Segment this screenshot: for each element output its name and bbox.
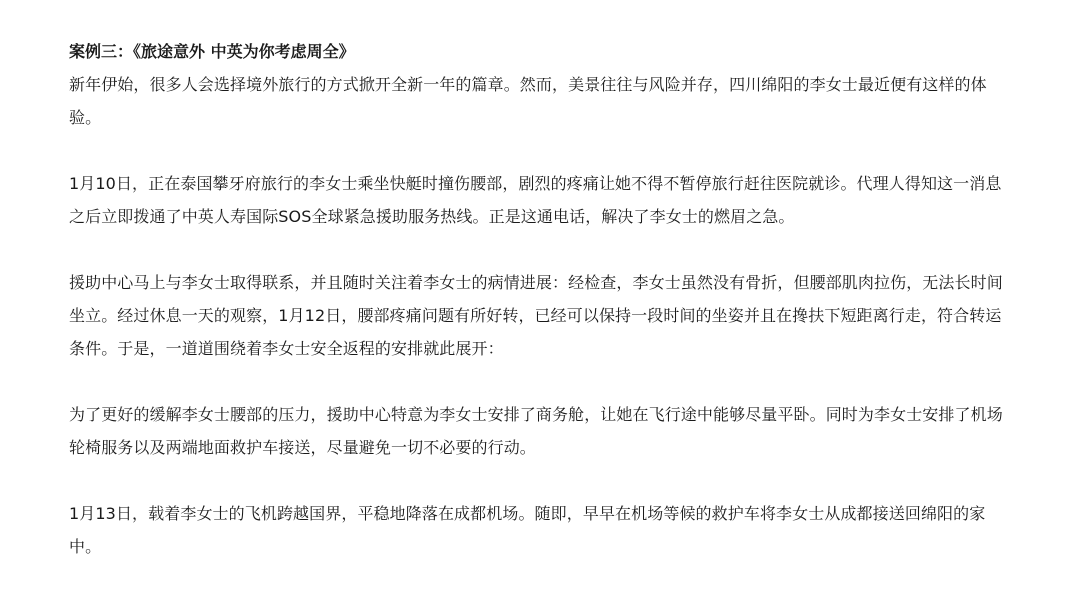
- paragraph-return: [69, 497, 1020, 563]
- paragraph-arrangements: [69, 398, 1020, 464]
- paragraph-line: 为了更好的缓解李女士腰部的压力，援助中心特意为李女士安排了商务舱，让她在飞行途中能够尽量平卧。同时为李女士安排了机场: [69, 405, 1003, 424]
- paragraph-line: 中。: [69, 537, 102, 556]
- paragraph-line: 新年伊始，很多人会选择境外旅行的方式掀开全新一年的篇章。然而，美景往往与风险并存，四川绵阳的李女士最近便有这样的体: [69, 75, 987, 94]
- paragraph-line: 坐立。经过休息一天的观察，1月12日，腰部疼痛问题有所好转，已经可以保持一段时间的坐姿并且在搀扶下短距离行走，符合转运: [69, 306, 1002, 325]
- paragraph-gap: [69, 365, 1020, 398]
- paragraph-line: 条件。于是，一道道围绕着李女士安全返程的安排就此展开：: [69, 339, 504, 358]
- paragraph-line: 轮椅服务以及两端地面救护车接送，尽量避免一切不必要的行动。: [69, 438, 536, 457]
- paragraph-line: 之后立即拨通了中英人寿国际SOS全球紧急援助服务热线。正是这通电话，解决了李女士的燃眉之急。: [69, 207, 795, 226]
- paragraph-incident: [69, 167, 1020, 233]
- paragraph-gap: [69, 233, 1020, 266]
- paragraph-line: 1月13日，载着李女士的飞机跨越国界，平稳地降落在成都机场。随即，早早在机场等候的救护车将李女士从成都接送回绵阳的家: [69, 504, 986, 523]
- paragraph-line: 验。: [69, 108, 102, 127]
- paragraph-line: 1月10日，正在泰国攀牙府旅行的李女士乘坐快艇时撞伤腰部，剧烈的疼痛让她不得不暂停旅行赶往医院就诊。代理人得知这一消息: [69, 174, 1002, 193]
- paragraph-gap: [69, 464, 1020, 497]
- paragraph-line: 援助中心马上与李女士取得联系，并且随时关注着李女士的病情进展：经检查，李女士虽然没有骨折，但腰部肌肉拉伤，无法长时间: [69, 273, 1003, 292]
- paragraph-assistance: [69, 266, 1020, 365]
- paragraph-gap: [69, 134, 1020, 167]
- paragraph-intro: [69, 68, 1020, 134]
- article-title: 案例三：《旅途意外 中英为你考虑周全》: [69, 42, 355, 61]
